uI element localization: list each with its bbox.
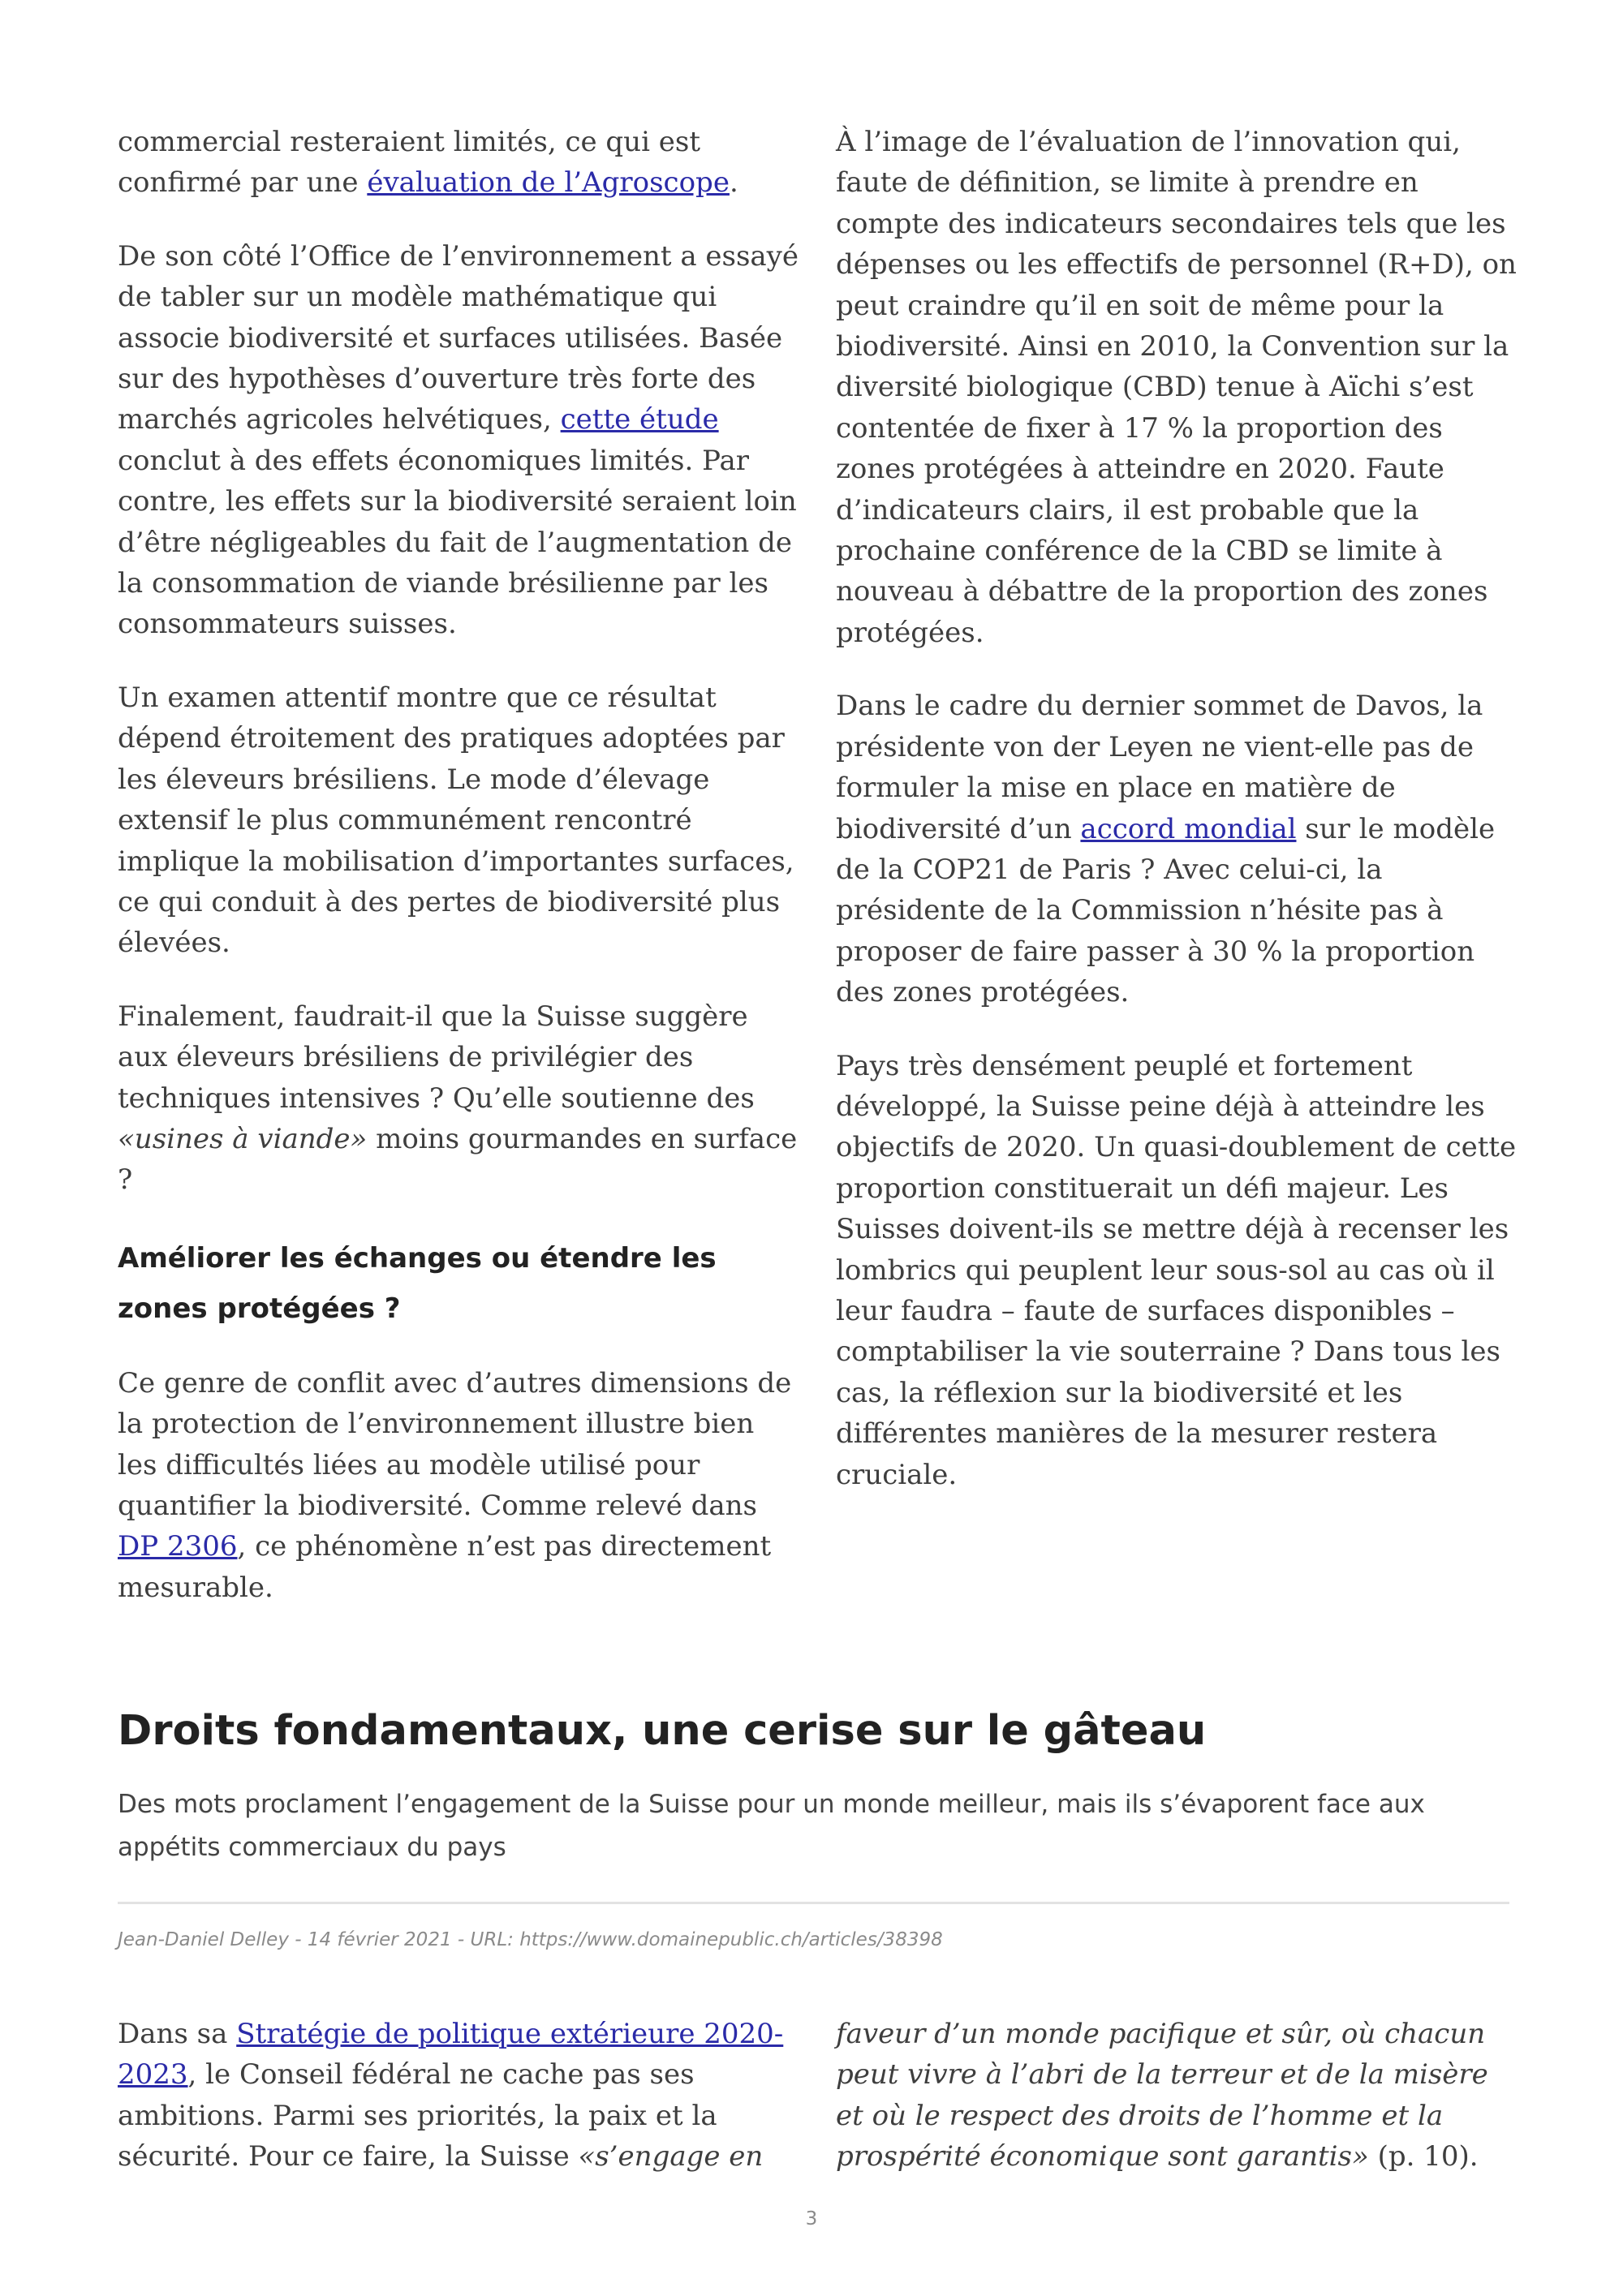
paragraph [118, 1363, 799, 1608]
paragraph [836, 2014, 1518, 2178]
paragraph: À l’image de l’évaluation de l’innovation qui, faute de définition, se limite à prendre en compte des indicateurs secondaires tels que les dépenses ou les effectifs de personnel (R+D), on peut craindre qu’il en soit de même pour la biodiversité. Ainsi en 2010, la Convention sur la diversité biologique (CBD) tenue à Aïchi s’est contentée de fixer à 17 % la proportion des zones protégées à atteindre en 2020. Faute d’indicateurs clairs, il est probable que la prochaine conférence de la CBD se limite à nouveau à débattre de la proportion des zones protégées. [836, 126, 1517, 649]
divider [118, 1902, 1509, 1904]
global-agreement-link[interactable]: accord mondial [1080, 812, 1297, 845]
study-link[interactable]: cette étude [560, 403, 719, 436]
paragraph [836, 686, 1518, 1013]
article-byline: Jean-Daniel Delley - 14 février 2021 - URL: https://www.domainepublic.ch/articles/38398 [118, 1929, 943, 1950]
article-lead: Des mots proclament l’engagement de la Suisse pour un monde meilleur, mais ils s’évaporent face aux appétits commerciaux du pays [118, 1790, 1425, 1862]
paragraph-text: conclut à des effets économiques limités. Par contre, les effets sur la biodiversité seraient loin d’être négligeables du fait de l’augmentation de la consommation de viande brésilienne par les consommateurs suisses. [118, 444, 797, 641]
paragraph-text: De son côté l’Office de l’environnement a essayé de tabler sur un modèle mathématique qui associe biodiversité et surfaces utilisées. Basée sur des hypothèses d’ouverture très forte des marchés agricoles helvétiques, [118, 239, 799, 436]
section-heading: Améliorer les échanges ou étendre les zones protégées ? [118, 1241, 717, 1325]
paragraph: Pays très densément peuplé et fortement développé, la Suisse peine déjà à atteindre les objectifs de 2020. Un quasi-doublement de cette proportion constituerait un défi majeur. Les Suisses doivent-ils se mettre déjà à recenser les lombrics qui peuplent leur sous-sol au cas où il leur faudra – faute de surfaces disponibles – comptabiliser la vie souterraine ? Dans tous les cas, la réflexion sur la biodiversité et les différentes manières de la mesurer restera cruciale. [836, 1049, 1517, 1491]
paragraph-text: , ce phénomène n’est pas directement mesurable. [118, 1530, 772, 1604]
paragraph [118, 2014, 799, 2178]
paragraph-text: (p. 10). [1368, 2140, 1479, 2173]
quoted-phrase: «usines à viande» [118, 1122, 368, 1155]
article-title: Droits fondamentaux, une cerise sur le gâteau [118, 1707, 1207, 1755]
paragraph [118, 122, 799, 204]
paragraph-text: sur le modèle de la COP21 de Paris ? Avec celui-ci, la présidente de la Commission n’hésite pas à proposer de faire passer à 30 % la proportion des zones protégées. [836, 812, 1496, 1009]
paragraph: Un examen attentif montre que ce résultat dépend étroitement des pratiques adoptées par les éleveurs brésiliens. Le mode d’élevage extensif le plus communément rencontré implique la mobilisation d’importantes surfaces, ce qui conduit à des pertes de biodiversité plus élevées. [118, 681, 794, 960]
paragraph-text: Ce genre de conflit avec d’autres dimensions de la protection de l’environnement illustre bien les difficultés liées au modèle utilisé pour quantifier la biodiversité. Comme relevé dans [118, 1366, 792, 1522]
quoted-phrase: faveur d’un monde pacifique et sûr, où chacun peut vivre à l’abri de la terreur et de la misère et où le respect des droits de l’homme et la prospérité économique sont garantis» [836, 2018, 1488, 2173]
article-right-column [836, 2014, 1518, 2178]
paragraph-text: . [729, 166, 738, 200]
paragraph [118, 236, 799, 645]
agroscope-evaluation-link[interactable]: évaluation de l’Agroscope [367, 166, 730, 200]
paragraph-text: Dans le cadre du dernier sommet de Davos, la présidente von der Leyen ne vient-elle pas de formuler la mise en place en matière de biodiversité d’un [836, 690, 1483, 845]
left-column [118, 122, 799, 1640]
paragraph-text: , le Conseil fédéral ne cache pas ses ambitions. Parmi ses priorités, la paix et la sécurité. Pour ce faire, la Suisse [118, 2058, 717, 2173]
paragraph-text: Dans sa [118, 2018, 237, 2050]
article-left-column [118, 2014, 799, 2178]
paragraph-text: commercial resteraient limités, ce qui est confirmé par une [118, 126, 700, 200]
dp-2306-link[interactable]: DP 2306 [118, 1530, 238, 1563]
foreign-policy-strategy-link[interactable]: Stratégie de politique extérieure 2020-2023 [118, 2018, 784, 2092]
paragraph-text: moins gourmandes en surface ? [118, 1122, 798, 1197]
right-column [836, 122, 1518, 1528]
paragraph-text: Finalement, faudrait-il que la Suisse suggère aux éleveurs brésiliens de privilégier des techniques intensives ? Qu’elle soutienne des [118, 1000, 755, 1115]
quoted-phrase: «s’engage en [578, 2140, 764, 2173]
paragraph [118, 996, 799, 1201]
page-number: 3 [805, 2208, 818, 2229]
